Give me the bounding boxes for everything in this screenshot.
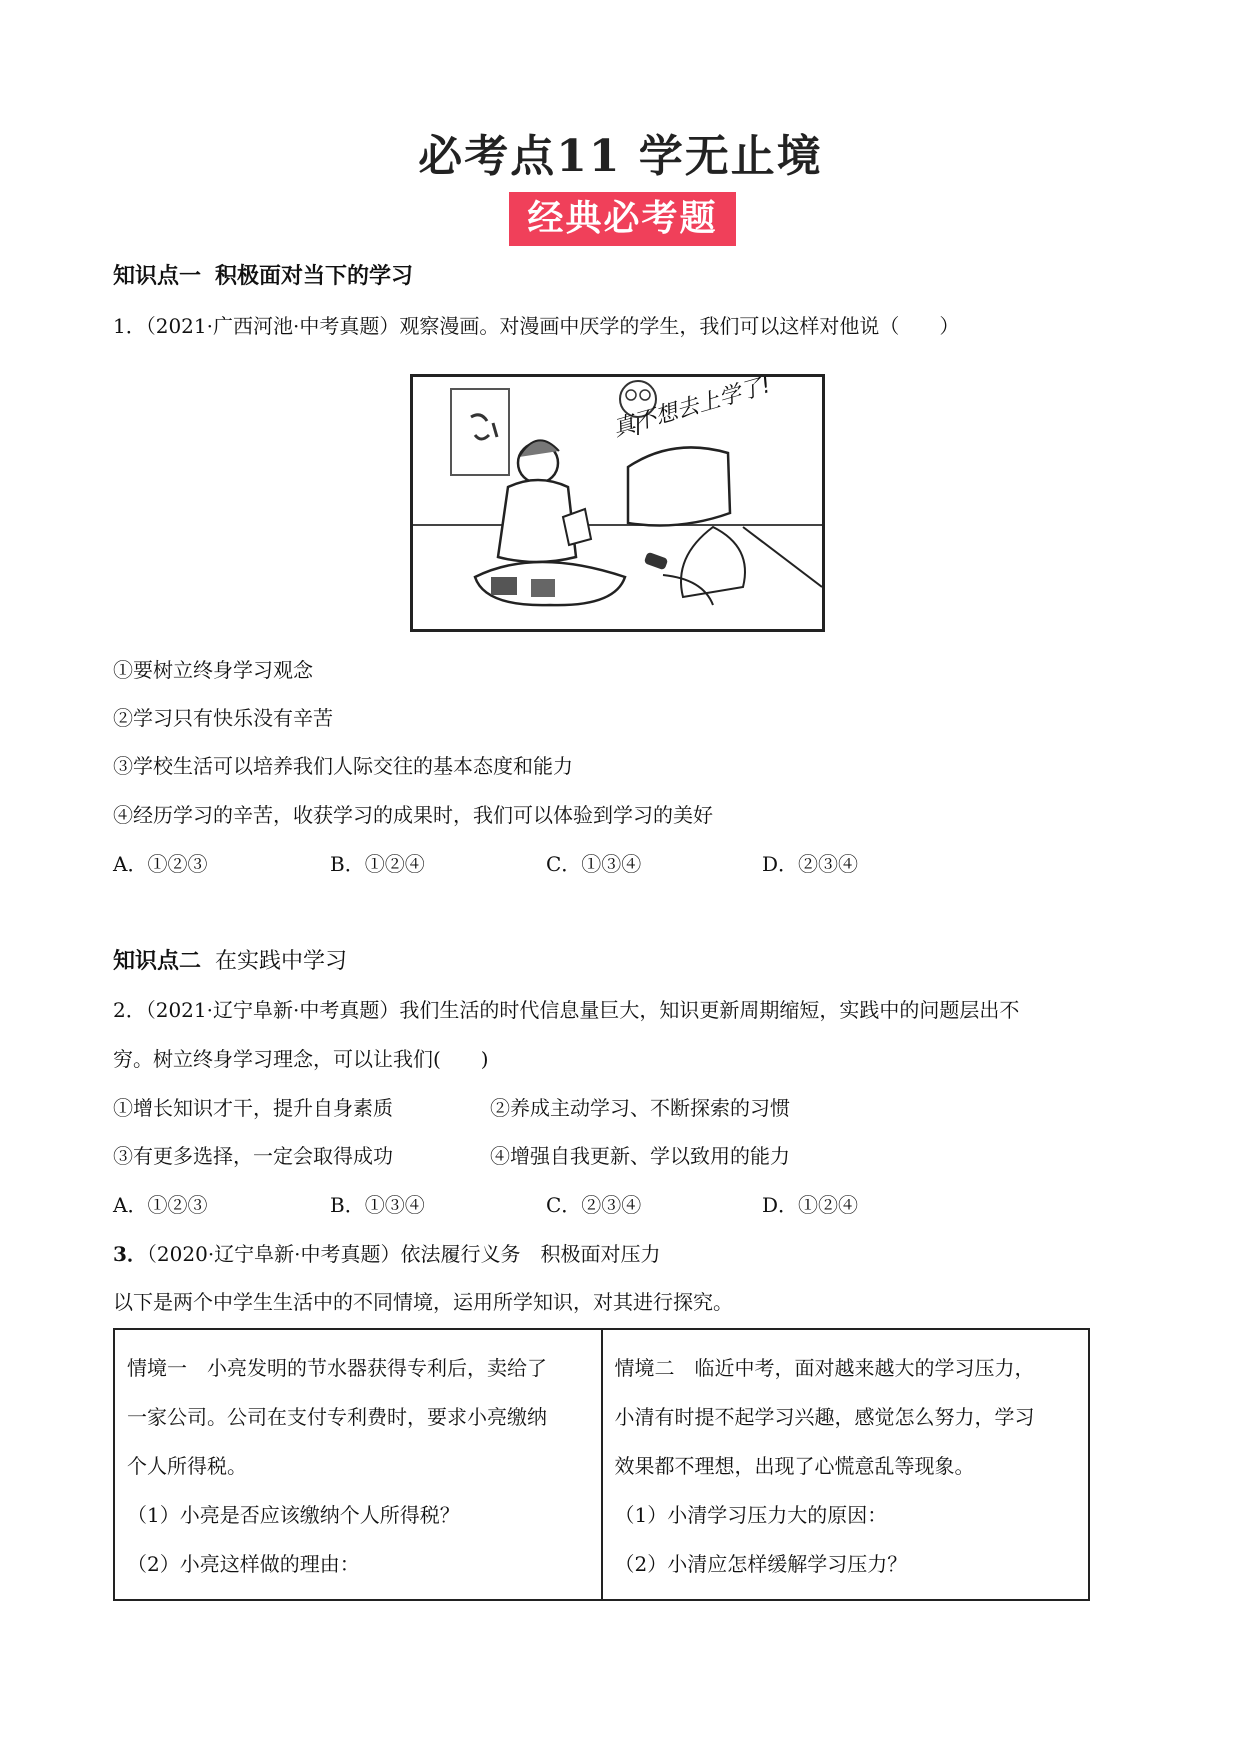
situation-1-line-1: 情境一 小亮发明的节水器获得专利后，卖给了	[127, 1356, 547, 1380]
situation-2-line-3: 效果都不理想，出现了心慌意乱等现象。	[614, 1454, 975, 1478]
question-3-intro: 以下是两个中学生生活中的不同情境，运用所学知识，对其进行探究。	[113, 1290, 733, 1314]
situation-1-question-1: （1）小亮是否应该缴纳个人所得税？	[127, 1503, 460, 1527]
section-1-heading	[113, 259, 413, 290]
question-1-number: 1．	[113, 314, 146, 338]
situation-2-line-1: 情境二 临近中考，面对越来越大的学习压力，	[614, 1356, 1035, 1380]
q1-choice-b: B．①②④	[330, 852, 425, 876]
question-2-source: （2021·辽宁阜新·中考真题）	[145, 998, 400, 1022]
situation-2-cell	[602, 1329, 1090, 1600]
q2-option-2: ②养成主动学习、不断探索的习惯	[490, 1096, 790, 1120]
situation-2-question-2: （2）小清应怎样缓解学习压力？	[614, 1552, 908, 1576]
q1-choice-a: A．①②③	[113, 852, 208, 876]
question-1-stem	[113, 310, 959, 339]
situation-2-line-2: 小清有时提不起学习兴趣，感觉怎么努力，学习	[614, 1405, 1035, 1429]
section-2-label: 知识点二	[113, 949, 202, 974]
q2-option-1: ①增长知识才干，提升自身素质	[113, 1096, 393, 1120]
comic-speech-text: 真不想去上学了!	[610, 372, 774, 442]
question-3-stem	[113, 1238, 661, 1267]
q2-choice-d: D．①②④	[762, 1193, 859, 1217]
page-title: 必考点11 学无止境	[418, 131, 823, 182]
situation-1-cell	[114, 1329, 602, 1600]
question-3-source: （2020·辽宁阜新·中考真题）	[146, 1242, 401, 1266]
q2-choice-a: A．①②③	[113, 1193, 208, 1217]
section-2-heading	[113, 944, 347, 975]
situation-1-line-2: 一家公司。公司在支付专利费时，要求小亮缴纳	[127, 1405, 547, 1429]
question-2-number: 2．	[113, 998, 146, 1022]
section-2-topic: 在实践中学习	[215, 949, 348, 974]
question-1-text: 观察漫画。对漫画中厌学的学生，我们可以这样对他说（ ）	[399, 314, 960, 338]
q1-option-4: ④经历学习的辛苦，收获学习的成果时，我们可以体验到学习的美好	[113, 803, 713, 827]
section-1-label: 知识点一	[113, 264, 202, 289]
section-1-topic: 积极面对当下的学习	[215, 264, 414, 289]
q1-option-3: ③学校生活可以培养我们人际交往的基本态度和能力	[113, 754, 573, 778]
q1-option-1: ①要树立终身学习观念	[113, 658, 313, 682]
situation-1-line-3: 个人所得税。	[127, 1454, 247, 1478]
situation-1-question-2: （2）小亮这样做的理由：	[127, 1552, 360, 1576]
question-3-number: 3．	[113, 1242, 147, 1266]
q2-choice-b: B．①③④	[330, 1193, 425, 1217]
question-2-stem-line-1	[113, 994, 1019, 1023]
q2-option-4: ④增强自我更新、学以致用的能力	[490, 1144, 790, 1168]
q1-choice-c: C．①③④	[546, 852, 642, 876]
comic-illustration	[410, 374, 825, 632]
situation-2-question-1: （1）小清学习压力大的原因：	[614, 1503, 888, 1527]
question-2-text-1: 我们生活的时代信息量巨大，知识更新周期缩短，实践中的问题层出不	[399, 998, 1020, 1022]
question-2-stem-line-2: 穷。树立终身学习理念，可以让我们( )	[113, 1047, 489, 1071]
q1-option-2: ②学习只有快乐没有辛苦	[113, 706, 333, 730]
question-1-source: （2021·广西河池·中考真题）	[145, 314, 400, 338]
q2-option-3: ③有更多选择，一定会取得成功	[113, 1144, 393, 1168]
question-3-text: 依法履行义务 积极面对压力	[400, 1242, 661, 1266]
q1-choice-d: D．②③④	[762, 852, 859, 876]
q2-choice-c: C．②③④	[546, 1193, 642, 1217]
classic-question-badge: 经典必考题	[509, 192, 736, 246]
situation-table	[113, 1328, 1090, 1601]
